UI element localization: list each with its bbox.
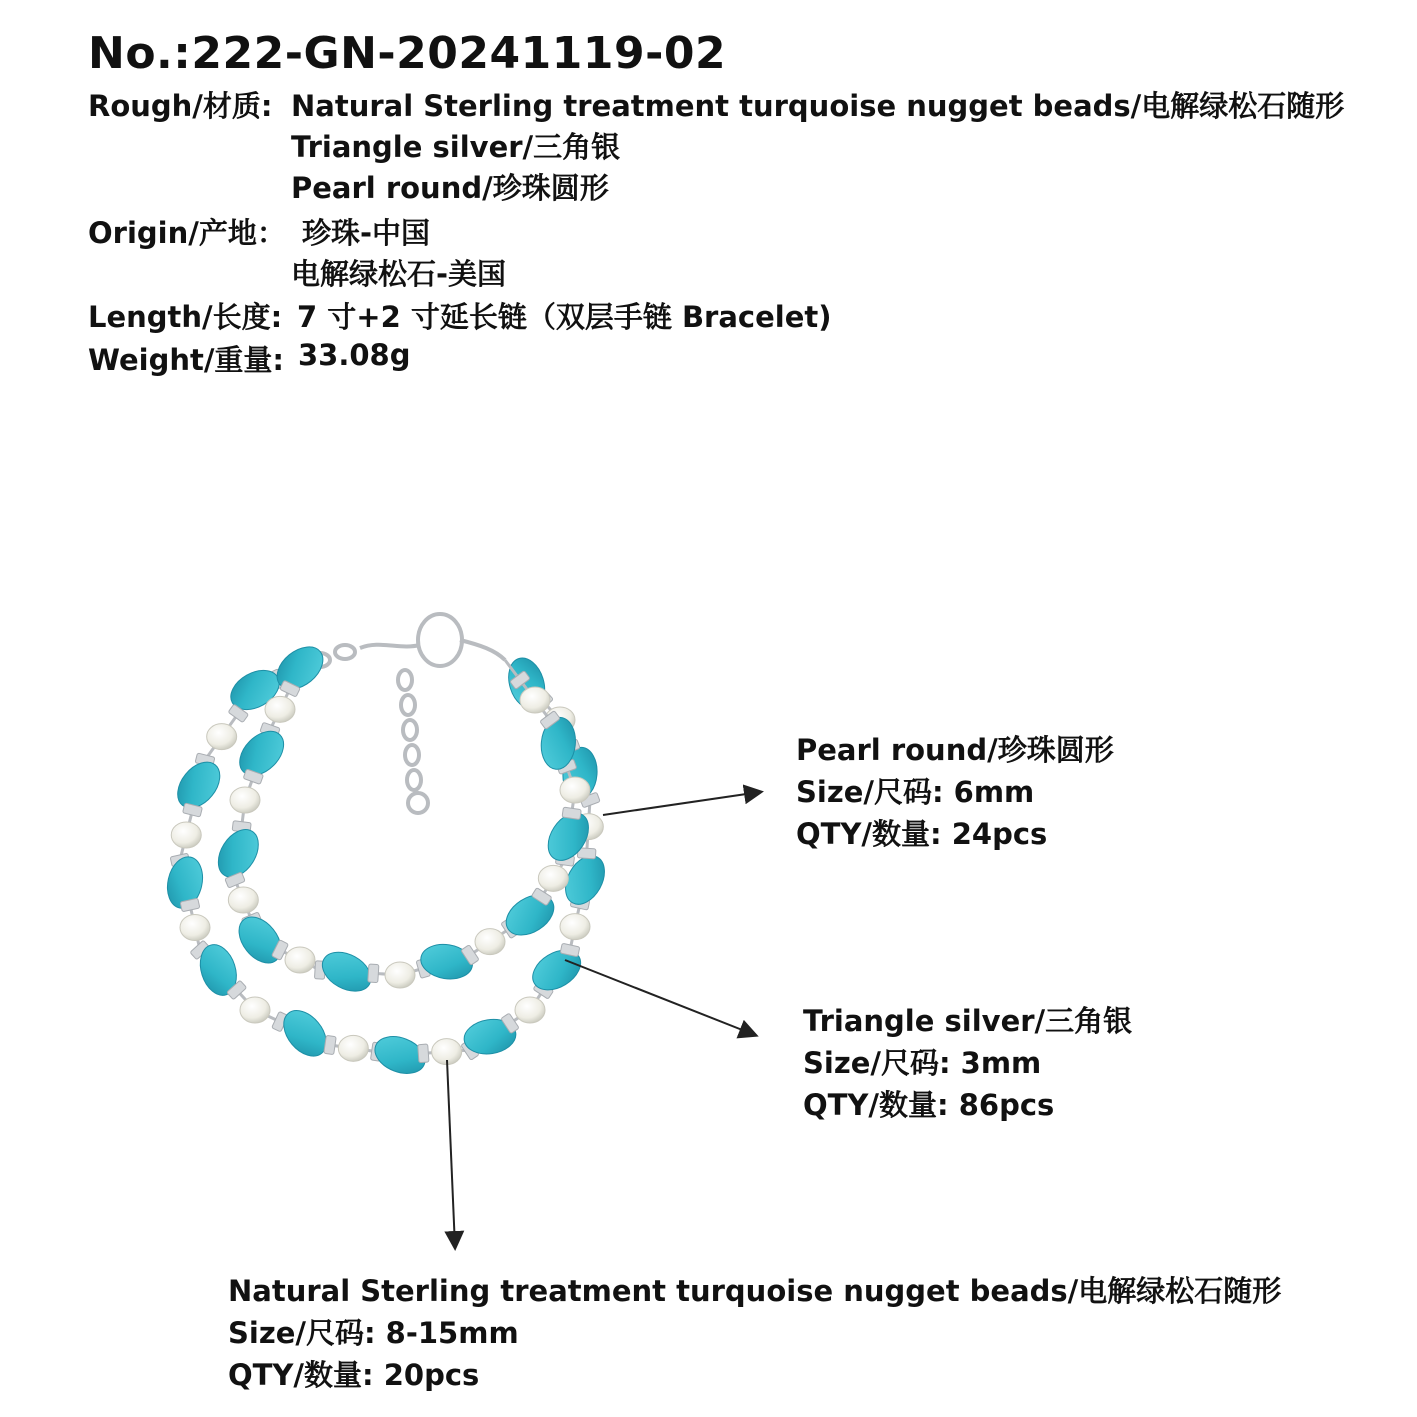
pearl-bead	[560, 914, 590, 940]
length-label: Length/长度:	[88, 300, 283, 334]
silver-pointer-arrow	[565, 960, 755, 1035]
pearl-bead	[538, 865, 568, 891]
origin-line-2: 电解绿松石-美国	[291, 257, 507, 291]
rough-label: Rough/材质:	[88, 89, 273, 123]
pearl-bead	[515, 997, 545, 1023]
pearl-pointer-arrow	[603, 792, 760, 815]
rough-line-1: Natural Sterling treatment turquoise nugget beads/电解绿松石随形	[291, 89, 1345, 123]
turquoise-callout	[228, 1270, 1281, 1396]
silver-callout-name: Triangle silver/三角银	[803, 1004, 1133, 1038]
length-value: 7 寸+2 寸延长链（双层手链 Bracelet)	[297, 300, 832, 334]
silver-callout-qty: QTY/数量: 86pcs	[803, 1088, 1055, 1122]
pearl-bead	[180, 915, 210, 941]
silver-callout-size: Size/尺码: 3mm	[803, 1046, 1042, 1080]
clasp-and-chain	[290, 614, 505, 813]
weight-value: 33.08g	[298, 338, 411, 372]
silver-bead	[418, 1044, 429, 1063]
silver-callout	[803, 1000, 1132, 1126]
pearl-callout-size: Size/尺码: 6mm	[796, 775, 1035, 809]
pearl-bead	[285, 947, 315, 973]
turquoise-pointer-arrow	[447, 1060, 455, 1247]
pearl-callout-qty: QTY/数量: 24pcs	[796, 817, 1048, 851]
turquoise-callout-qty: QTY/数量: 20pcs	[228, 1358, 480, 1392]
pearl-bead	[385, 962, 415, 988]
pearl-bead	[475, 929, 505, 955]
silver-bead	[324, 1035, 336, 1054]
silver-bead	[562, 807, 581, 819]
rough-line-2: Triangle silver/三角银	[291, 130, 621, 164]
pearl-bead	[230, 787, 260, 813]
pearl-bead	[338, 1035, 368, 1061]
pearl-bead	[228, 887, 258, 913]
turquoise-bead	[275, 1002, 334, 1064]
origin-line-1: 珍珠-中国	[302, 216, 431, 250]
turquoise-callout-name: Natural Sterling treatment turquoise nugget beads/电解绿松石随形	[228, 1274, 1282, 1308]
pearl-bead	[560, 777, 590, 803]
pearl-callout-name: Pearl round/珍珠圆形	[796, 733, 1114, 767]
pearl-bead	[240, 997, 270, 1023]
turquoise-callout-size: Size/尺码: 8-15mm	[228, 1316, 519, 1350]
pearl-bead	[520, 687, 550, 713]
origin-label: Origin/产地：	[88, 216, 286, 250]
bead-strands	[163, 638, 613, 1080]
rough-line-3: Pearl round/珍珠圆形	[291, 171, 609, 205]
pearl-bead	[265, 696, 295, 722]
silver-bead	[368, 964, 379, 983]
pearl-bead	[171, 822, 201, 848]
product-number: No.:222-GN-20241119-02	[88, 28, 727, 79]
pearl-callout	[796, 729, 1114, 855]
weight-label: Weight/重量:	[88, 343, 285, 377]
pearl-bead	[207, 724, 237, 750]
